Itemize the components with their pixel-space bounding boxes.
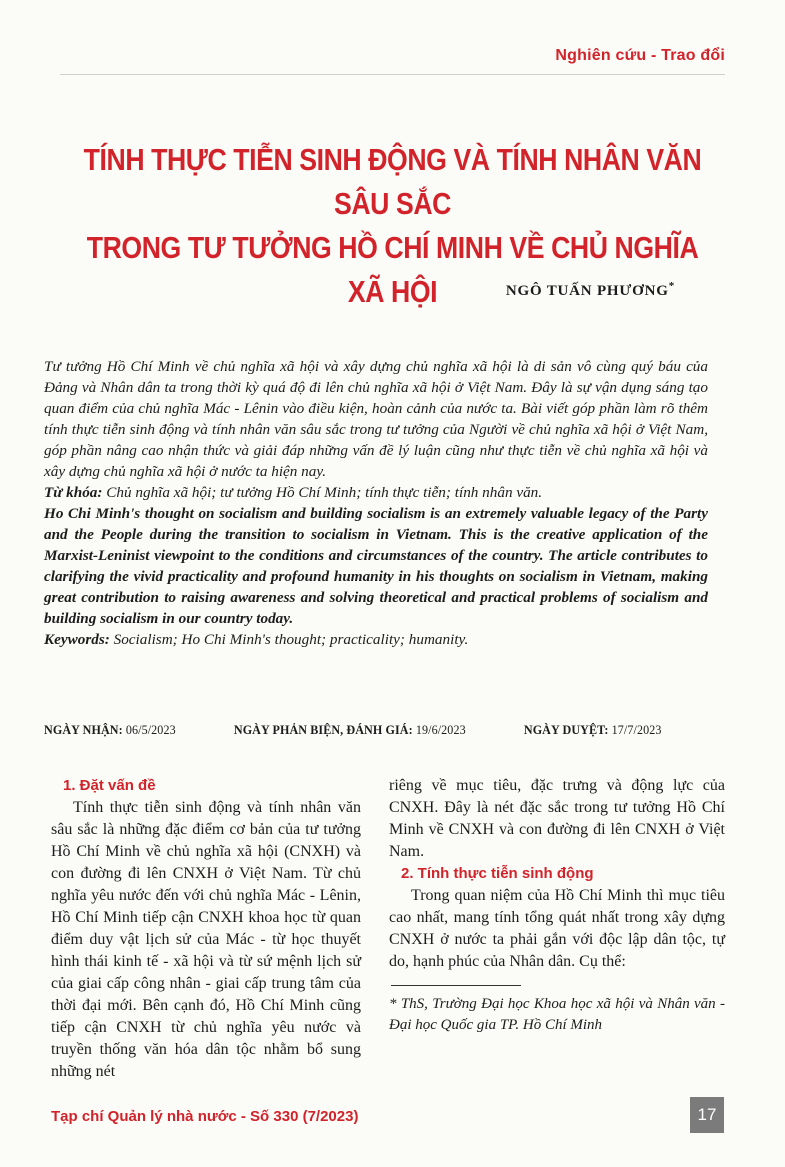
heading-practicality: 2. Tính thực tiễn sinh động bbox=[401, 865, 594, 882]
keywords-vi-label: Từ khóa: bbox=[44, 484, 103, 501]
date-approved bbox=[524, 722, 662, 738]
date-review bbox=[234, 722, 466, 738]
page-number: 17 bbox=[690, 1097, 724, 1133]
abstract-vi: Tư tưởng Hồ Chí Minh về chủ nghĩa xã hội và xây dựng chủ nghĩa xã hội là di sản vô cùng quý báu của Đảng và Nhân dân ta trong thời kỳ quá độ đi lên chủ nghĩa xã hội ở Việt Nam. Đây là sự vận dụng sáng tạo quan điểm của chủ nghĩa Mác - Lênin vào điều kiện, hoàn cảnh của nước ta. Bài viết góp phần làm rõ thêm tính thực tiễn sinh động và tính nhân văn sâu sắc trong tư tưởng của Người về chủ nghĩa xã hội ở Việt Nam, góp phần nâng cao nhận thức và giải đáp những vấn đề lý luận cũng như thực tiễn về chủ nghĩa xã hội và xây dựng chủ nghĩa xã hội ở nước ta hiện nay. bbox=[44, 358, 708, 480]
author-footnote: * ThS, Trường Đại học Khoa học xã hội và Nhân văn - Đại học Quốc gia TP. Hồ Chí Minh bbox=[389, 996, 725, 1033]
title-line-1: TÍNH THỰC TIỄN SINH ĐỘNG VÀ TÍNH NHÂN VĂN SÂU SẮC bbox=[83, 142, 702, 221]
date-review-label: NGÀY PHẢN BIỆN, ĐÁNH GIÁ: bbox=[233, 722, 413, 737]
date-received-value: 06/5/2023 bbox=[122, 722, 176, 737]
abstract bbox=[44, 356, 708, 650]
keywords-en-label: Keywords: bbox=[44, 631, 110, 648]
paragraph-introduction-continued: riêng về mục tiêu, đặc trưng và động lực của CNXH. Đây là nét đặc sắc trong tư tưởng Hồ Chí Minh về CNXH và con đường đi lên CNXH ở Việt Nam. bbox=[389, 777, 725, 860]
section-label: Nghiên cứu - Trao đổi bbox=[555, 47, 725, 64]
article-dates bbox=[44, 722, 662, 738]
keywords-vi bbox=[44, 482, 708, 503]
paragraph-introduction: Tính thực tiễn sinh động và tính nhân văn sâu sắc là những đặc điểm cơ bản của tư tưởng Hồ Chí Minh về chủ nghĩa xã hội (CNXH) và con đường đi lên CNXH ở Việt Nam. Từ chủ nghĩa yêu nước đến với chủ nghĩa Mác - Lênin, Hồ Chí Minh tiếp cận CNXH khoa học từ quan điểm duy vật lịch sử của Mác - từ học thuyết hình thái kinh tế - xã hội và từ sứ mệnh lịch sử của giai cấp công nhân - giai cấp trung tâm của thời đại mới. Bên cạnh đó, Hồ Chí Minh cũng tiếp cận CNXH từ chủ nghĩa yêu nước và truyền thống văn hóa dân tộc nhằm bổ sung những nét bbox=[51, 799, 361, 1080]
title-line-2: TRONG TƯ TƯỞNG HỒ CHÍ MINH VỀ CHỦ NGHĨA XÃ HỘI bbox=[86, 230, 699, 309]
body-column-right bbox=[389, 775, 725, 1036]
date-received-label: NGÀY NHẬN: bbox=[44, 722, 123, 737]
body-column-left bbox=[51, 775, 361, 1083]
date-review-value: 19/6/2023 bbox=[412, 722, 466, 737]
keywords-en-text: Socialism; Ho Chi Minh's thought; practicality; humanity. bbox=[109, 631, 469, 648]
date-received bbox=[44, 722, 176, 738]
author bbox=[506, 280, 675, 300]
date-approved-value: 17/7/2023 bbox=[608, 722, 662, 737]
author-name: NGÔ TUẤN PHƯƠNG bbox=[505, 283, 669, 299]
keywords-vi-text: Chủ nghĩa xã hội; tư tưởng Hồ Chí Minh; tính thực tiễn; tính nhân văn. bbox=[102, 484, 543, 501]
abstract-en: Ho Chi Minh's thought on socialism and building socialism is an extremely valuable legacy of the Party and the People during the transition to socialism in Vietnam. This is the creative application of the Marxist-Leninist viewpoint to the conditions and circumstances of the country. The article contributes to clarifying the vivid practicality and profound humanity in his thoughts on socialism in Vietnam, making great contribution to raising awareness and solving theoretical and practical problems of socialism and building socialism in our country today. bbox=[44, 505, 708, 627]
date-approved-label: NGÀY DUYỆT: bbox=[523, 722, 609, 737]
keywords-en bbox=[44, 629, 708, 650]
paragraph-practicality: Trong quan niệm của Hồ Chí Minh thì mục tiêu cao nhất, mang tính tổng quát nhất trong xây dựng CNXH ở nước ta phải gắn với độc lập dân tộc, tự do, hạnh phúc của Nhân dân. Cụ thể: bbox=[389, 887, 725, 970]
author-footnote-mark: * bbox=[668, 280, 675, 292]
footnote-rule bbox=[391, 985, 521, 986]
top-rule bbox=[60, 74, 725, 75]
journal-footer: Tạp chí Quản lý nhà nước - Số 330 (7/2023) bbox=[51, 1108, 359, 1125]
heading-introduction: 1. Đặt vấn đề bbox=[63, 777, 156, 794]
